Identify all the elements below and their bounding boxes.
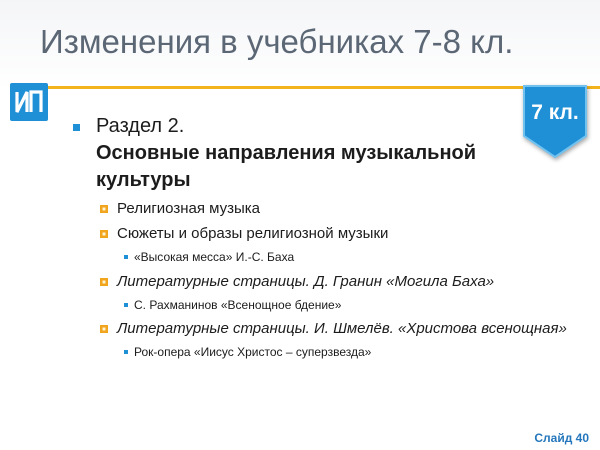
grade-badge-label: 7 кл.	[531, 101, 579, 124]
topic-item: Литературные страницы. Д. Гранин «Могила Баха»	[117, 273, 495, 290]
topic-item: Литературные страницы. И. Шмелёв. «Христова всенощная»	[117, 320, 567, 337]
publisher-logo-icon	[10, 83, 48, 121]
publisher-logo	[10, 83, 48, 121]
orange-square-bullet-icon	[100, 205, 108, 213]
slide-number: Слайд 40	[534, 431, 589, 445]
header-divider	[48, 86, 600, 89]
small-blue-square-bullet-icon	[124, 255, 128, 259]
topic-subitem: С. Рахманинов «Всенощное бдение»	[134, 298, 342, 312]
topic-item: Религиозная музыка	[117, 200, 261, 217]
orange-square-bullet-icon	[100, 230, 108, 238]
section-title-line: Основные направления музыкальной	[96, 142, 477, 164]
topic-item: Сюжеты и образы религиозной музыки	[117, 225, 389, 242]
topic-subitem: Рок-опера «Иисус Христос – суперзвезда»	[134, 345, 372, 359]
section-title-line: культуры	[96, 169, 191, 191]
section-label: Раздел 2.	[96, 115, 185, 137]
blue-square-bullet-icon	[73, 124, 80, 131]
topic-subitem: «Высокая месса» И.-С. Баха	[134, 250, 295, 264]
orange-square-bullet-icon	[100, 325, 108, 333]
slide-title: Изменения в учебниках 7-8 кл.	[40, 23, 514, 60]
small-blue-square-bullet-icon	[124, 350, 128, 354]
small-blue-square-bullet-icon	[124, 303, 128, 307]
orange-square-bullet-icon	[100, 278, 108, 286]
